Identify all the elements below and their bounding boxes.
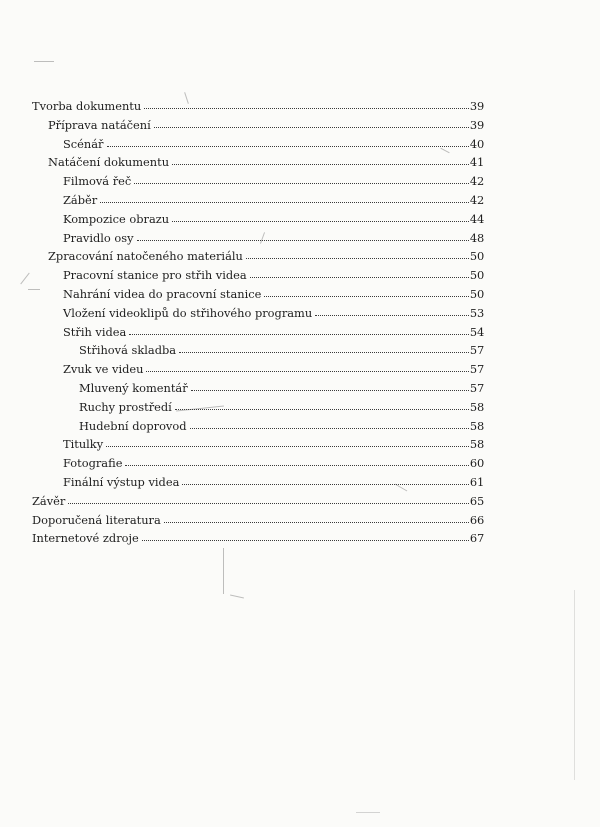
toc-entry-title: Závěr	[32, 493, 66, 508]
toc-entry-page-number: 48	[469, 230, 484, 245]
toc-entry-page-number: 65	[469, 493, 484, 508]
toc-dot-leader	[264, 286, 469, 297]
toc-dot-leader	[146, 361, 468, 372]
toc-dot-leader	[125, 455, 468, 466]
toc-entry-page-number: 58	[469, 437, 484, 452]
toc-dot-leader	[134, 173, 469, 184]
toc-entry-title: Vložení videoklipů do střihového programu	[63, 305, 313, 320]
toc-entry[interactable]	[32, 379, 484, 398]
toc-entry-page-number: 39	[469, 99, 484, 113]
toc-entry[interactable]	[32, 97, 484, 116]
toc-dot-leader	[129, 324, 469, 335]
toc-entry-page-number: 57	[469, 362, 484, 377]
toc-entry-title: Zpracování natočeného materiálu	[48, 249, 243, 264]
scan-mark	[574, 590, 575, 780]
toc-entry-title: Titulky	[63, 437, 104, 452]
toc-entry-title: Pravidlo osy	[63, 230, 134, 245]
toc-dot-leader	[154, 117, 469, 128]
toc-entry-title: Mluvený komentář	[79, 380, 188, 395]
toc-entry[interactable]	[32, 323, 484, 342]
toc-entry-title: Filmová řeč	[63, 174, 132, 189]
toc-entry-title: Natáčení dokumentu	[48, 155, 170, 170]
toc-dot-leader	[172, 211, 469, 222]
toc-dot-leader	[107, 136, 469, 147]
scan-mark	[230, 595, 244, 599]
toc-entry-page-number: 57	[469, 343, 484, 358]
toc-dot-leader	[68, 493, 469, 504]
toc-entry-title: Hudební doprovod	[79, 418, 187, 433]
toc-entry-page-number: 42	[469, 174, 484, 189]
toc-entry[interactable]	[32, 529, 484, 548]
scan-mark	[223, 548, 224, 594]
toc-entry[interactable]	[32, 116, 484, 135]
toc-entry-page-number: 50	[469, 286, 484, 301]
toc-entry[interactable]	[32, 229, 484, 248]
toc-entry-title: Doporučená literatura	[32, 512, 161, 527]
toc-entry-page-number: 39	[469, 117, 484, 132]
toc-entry-title: Kompozice obrazu	[63, 211, 170, 226]
toc-entry-page-number: 42	[469, 192, 484, 207]
toc-dot-leader	[315, 305, 469, 316]
toc-dot-leader	[179, 342, 469, 353]
toc-entry-title: Pracovní stanice pro střih videa	[63, 268, 247, 283]
toc-entry-title: Finální výstup videa	[63, 474, 180, 489]
table-of-contents	[32, 97, 484, 548]
toc-dot-leader	[190, 418, 469, 429]
toc-entry-title: Internetové zdroje	[32, 531, 139, 546]
toc-entry-page-number: 44	[469, 211, 484, 226]
toc-entry-page-number: 66	[469, 512, 484, 527]
toc-entry[interactable]	[32, 153, 484, 172]
toc-entry[interactable]	[32, 360, 484, 379]
toc-entry-page-number: 41	[469, 155, 484, 170]
toc-entry-title: Zvuk ve videu	[63, 362, 144, 377]
toc-entry-page-number: 58	[469, 399, 484, 414]
toc-entry[interactable]	[32, 341, 484, 360]
toc-entry-page-number: 54	[469, 324, 484, 339]
toc-dot-leader	[144, 98, 469, 109]
toc-dot-leader	[137, 230, 469, 241]
toc-entry-page-number: 50	[469, 249, 484, 264]
toc-entry-title: Střih videa	[63, 324, 127, 339]
toc-entry[interactable]	[32, 511, 484, 530]
toc-entry-title: Ruchy prostředí	[79, 399, 172, 414]
toc-dot-leader	[164, 512, 469, 523]
toc-entry[interactable]	[32, 417, 484, 436]
toc-entry-page-number: 50	[469, 268, 484, 283]
scan-mark	[356, 812, 380, 813]
toc-dot-leader	[106, 436, 469, 447]
toc-entry[interactable]	[32, 492, 484, 511]
toc-entry-page-number: 57	[469, 380, 484, 395]
toc-dot-leader	[100, 192, 469, 203]
toc-dot-leader	[182, 474, 469, 485]
toc-entry-page-number: 67	[469, 531, 484, 546]
toc-entry[interactable]	[32, 435, 484, 454]
toc-entry-page-number: 61	[469, 474, 484, 489]
toc-entry-title: Záběr	[63, 192, 98, 207]
toc-entry-title: Nahrání videa do pracovní stanice	[63, 286, 262, 301]
toc-dot-leader	[246, 248, 469, 259]
toc-dot-leader	[175, 399, 469, 410]
toc-entry-page-number: 60	[469, 456, 484, 471]
scan-mark	[34, 61, 54, 62]
toc-entry[interactable]	[32, 172, 484, 191]
toc-entry[interactable]	[32, 304, 484, 323]
toc-entry[interactable]	[32, 454, 484, 473]
toc-dot-leader	[250, 267, 469, 278]
toc-entry[interactable]	[32, 473, 484, 492]
toc-entry[interactable]	[32, 191, 484, 210]
toc-dot-leader	[191, 380, 469, 391]
toc-entry[interactable]	[32, 398, 484, 417]
toc-dot-leader	[142, 530, 469, 541]
scan-mark	[20, 273, 29, 285]
toc-entry-page-number: 58	[469, 418, 484, 433]
toc-entry-page-number: 53	[469, 305, 484, 320]
toc-dot-leader	[172, 154, 469, 165]
toc-entry[interactable]	[32, 135, 484, 154]
toc-entry[interactable]	[32, 266, 484, 285]
toc-entry-title: Fotografie	[63, 456, 123, 471]
toc-entry-title: Příprava natáčení	[48, 117, 151, 132]
toc-entry[interactable]	[32, 247, 484, 266]
toc-entry-title: Scénář	[63, 136, 104, 151]
toc-entry[interactable]	[32, 285, 484, 304]
toc-entry-title: Střihová skladba	[79, 343, 177, 358]
toc-entry-title: Tvorba dokumentu	[32, 99, 142, 113]
toc-entry[interactable]	[32, 210, 484, 229]
toc-entry-page-number: 40	[469, 136, 484, 151]
